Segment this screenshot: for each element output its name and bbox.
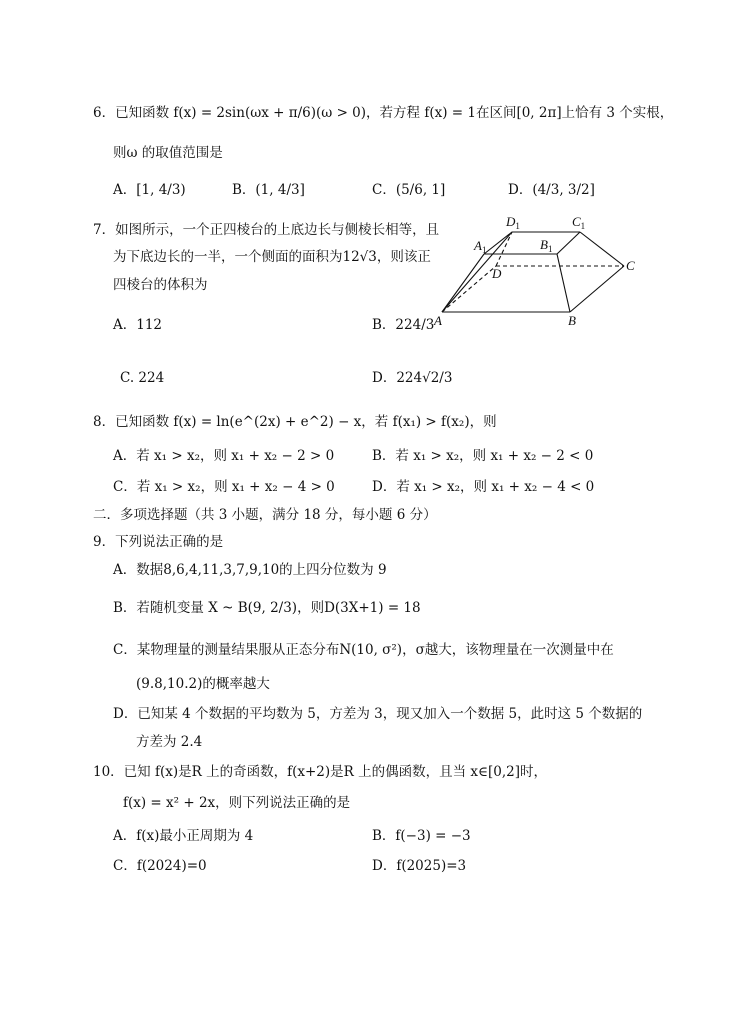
q8-option-a: A．若 x₁ > x₂，则 x₁ + x₂ − 2 > 0 (113, 448, 335, 464)
q10-stem-2: f(x) = x² + 2x，则下列说法正确的是 (123, 795, 351, 811)
q9-option-d-2: 方差为 2.4 (136, 734, 203, 750)
label-a: A (434, 313, 442, 328)
q6-option-d: D．(4/3, 3/2] (508, 182, 595, 198)
q6-option-b: B．(1, 4/3] (232, 182, 305, 198)
q10-option-c: C．f(2024)=0 (113, 858, 207, 874)
q9-stem: 9．下列说法正确的是 (93, 534, 224, 550)
q9-option-b: B．若随机变量 X ~ B(9, 2/3)，则D(3X+1) = 18 (113, 600, 421, 616)
q8-option-b: B．若 x₁ > x₂，则 x₁ + x₂ − 2 < 0 (372, 448, 594, 464)
q10-stem: 10．已知 f(x)是R 上的奇函数，f(x+2)是R 上的偶函数，且当 x∈[0,2]时， (93, 764, 547, 780)
q9-option-d-1: D．已知某 4 个数据的平均数为 5，方差为 3，现又加入一个数据 5，此时这 5 个数据的 (113, 706, 643, 722)
q10-option-b: B．f(−3) = −3 (372, 828, 471, 844)
q10-option-d: D．f(2025)=3 (372, 858, 467, 874)
q7-option-b: B．224/3 (372, 317, 435, 333)
q7-option-a: A．112 (113, 317, 163, 333)
q6-stem: 6．已知函数 f(x) = 2sin(ωx + π/6)(ω > 0)，若方程 f(x) = 1在区间[0, 2π]上恰有 3 个实根， (93, 105, 674, 121)
q8-option-c: C．若 x₁ > x₂，则 x₁ + x₂ − 4 > 0 (113, 479, 335, 495)
q7-stem-2: 为下底边长的一半，一个侧面的面积为12√3，则该正 (113, 249, 431, 265)
q9-option-c-1: C．某物理量的测量结果服从正态分布N(10, σ²)，σ越大，该物理量在一次测量中在 (113, 642, 614, 658)
q10-option-a: A．f(x)最小正周期为 4 (113, 828, 254, 844)
q7-option-c: C. 224 (120, 370, 165, 386)
label-b1: $B_1$ (540, 237, 553, 254)
label-c1: $C_1$ (572, 214, 586, 231)
q7-stem: 7．如图所示，一个正四棱台的上底边长与侧棱长相等，且 (93, 222, 440, 238)
label-a1: $A_1$ (474, 238, 487, 255)
label-d: D (492, 266, 502, 281)
q6-option-a: A．[1, 4/3) (113, 182, 186, 198)
q7-option-d: D．224√2/3 (372, 370, 453, 386)
q6-option-c: C．(5/6, 1] (372, 182, 446, 198)
q7-stem-3: 四棱台的体积为 (113, 277, 208, 293)
q9-option-c-2: (9.8,10.2)的概率越大 (136, 676, 270, 692)
frustum-figure (432, 212, 642, 332)
q8-option-d: D．若 x₁ > x₂，则 x₁ + x₂ − 4 < 0 (372, 479, 595, 495)
q9-option-a: A．数据8,6,4,11,3,7,9,10的上四分位数为 9 (113, 562, 387, 578)
label-d1: $D_1$ (506, 214, 520, 231)
section-2-heading: 二．多项选择题（共 3 小题，满分 18 分，每小题 6 分） (93, 507, 437, 523)
label-b: B (568, 313, 576, 328)
q6-stem-2: 则ω 的取值范围是 (113, 145, 223, 161)
label-c: C (626, 258, 635, 273)
q8-stem: 8．已知函数 f(x) = ln(e^(2x) + e^2) − x，若 f(x₁) > f(x₂)，则 (93, 414, 497, 430)
